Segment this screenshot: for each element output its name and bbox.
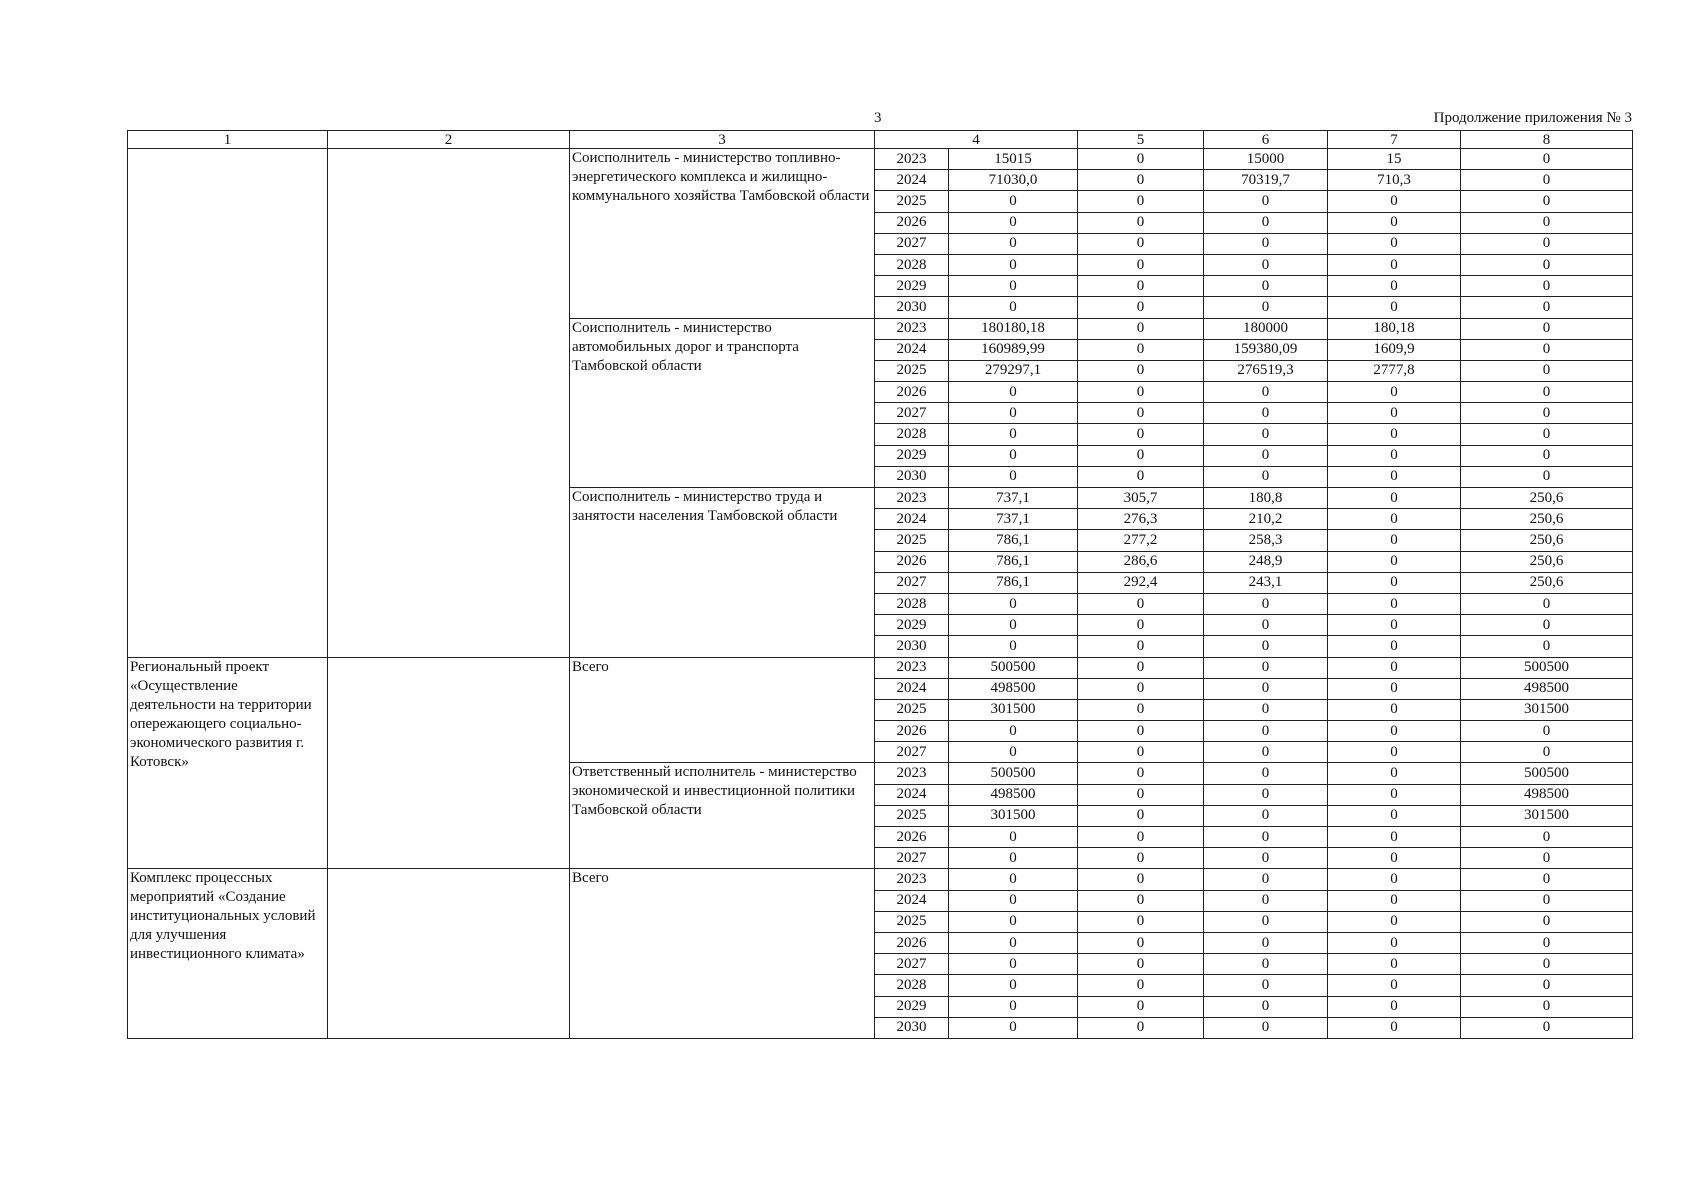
total-cell: 0 <box>949 1017 1078 1038</box>
col6-cell: 0 <box>1204 848 1328 869</box>
col5-cell: 0 <box>1078 721 1204 742</box>
col5-cell: 0 <box>1078 657 1204 678</box>
col6-cell: 180,8 <box>1204 488 1328 509</box>
total-cell: 0 <box>949 615 1078 636</box>
total-cell: 500500 <box>949 657 1078 678</box>
col5-cell: 0 <box>1078 954 1204 975</box>
col7-cell: 0 <box>1328 297 1461 318</box>
col6-cell: 0 <box>1204 445 1328 466</box>
col7-cell: 0 <box>1328 254 1461 275</box>
year-cell: 2030 <box>875 466 949 487</box>
table-row <box>128 869 1633 890</box>
col5-cell: 0 <box>1078 297 1204 318</box>
column-2-cell <box>328 657 570 869</box>
header-cell-4: 4 <box>875 131 1078 149</box>
column-2-cell <box>328 869 570 1039</box>
year-cell: 2024 <box>875 509 949 530</box>
col5-cell: 305,7 <box>1078 488 1204 509</box>
col8-cell: 0 <box>1461 593 1633 614</box>
year-cell: 2026 <box>875 551 949 572</box>
header-cell-5: 5 <box>1078 131 1204 149</box>
year-cell: 2028 <box>875 975 949 996</box>
col7-cell: 0 <box>1328 276 1461 297</box>
total-cell: 786,1 <box>949 572 1078 593</box>
header-cell-7: 7 <box>1328 131 1461 149</box>
col6-cell: 0 <box>1204 424 1328 445</box>
col5-cell: 0 <box>1078 191 1204 212</box>
col8-cell: 0 <box>1461 212 1633 233</box>
total-cell: 737,1 <box>949 509 1078 530</box>
year-cell: 2027 <box>875 848 949 869</box>
year-cell: 2029 <box>875 276 949 297</box>
executor-cell: Соисполнитель - министерство труда и занятости населения Тамбовской области <box>570 488 875 658</box>
col6-cell: 0 <box>1204 763 1328 784</box>
total-cell: 0 <box>949 424 1078 445</box>
col7-cell: 0 <box>1328 593 1461 614</box>
header-row <box>128 131 1633 149</box>
total-cell: 0 <box>949 954 1078 975</box>
program-name-cell: Комплекс процессных мероприятий «Создание институциональных условий для улучшения инвестиционного климата» <box>128 869 328 1039</box>
col7-cell: 0 <box>1328 488 1461 509</box>
col6-cell: 0 <box>1204 742 1328 763</box>
total-cell: 0 <box>949 996 1078 1017</box>
col8-cell: 250,6 <box>1461 530 1633 551</box>
col8-cell: 0 <box>1461 149 1633 170</box>
executor-cell: Всего <box>570 657 875 763</box>
col7-cell: 1609,9 <box>1328 339 1461 360</box>
col6-cell: 0 <box>1204 254 1328 275</box>
col6-cell: 0 <box>1204 1017 1328 1038</box>
executor-cell: Всего <box>570 869 875 1039</box>
col7-cell: 0 <box>1328 403 1461 424</box>
col7-cell: 2777,8 <box>1328 360 1461 381</box>
year-cell: 2026 <box>875 721 949 742</box>
col5-cell: 0 <box>1078 827 1204 848</box>
col7-cell: 0 <box>1328 954 1461 975</box>
col6-cell: 0 <box>1204 678 1328 699</box>
col6-cell: 210,2 <box>1204 509 1328 530</box>
total-cell: 0 <box>949 911 1078 932</box>
budget-table <box>127 130 1633 1039</box>
col6-cell: 0 <box>1204 593 1328 614</box>
col6-cell: 0 <box>1204 784 1328 805</box>
program-name-cell <box>128 149 328 658</box>
col5-cell: 0 <box>1078 466 1204 487</box>
col5-cell: 0 <box>1078 615 1204 636</box>
year-cell: 2028 <box>875 593 949 614</box>
year-cell: 2026 <box>875 382 949 403</box>
total-cell: 0 <box>949 254 1078 275</box>
col8-cell: 0 <box>1461 339 1633 360</box>
col8-cell: 0 <box>1461 869 1633 890</box>
total-cell: 0 <box>949 932 1078 953</box>
table-row <box>128 149 1633 170</box>
executor-cell: Соисполнитель - министерство топливно-энергетического комплекса и жилищно-коммунального хозяйства Тамбовской области <box>570 149 875 319</box>
column-2-cell <box>328 149 570 658</box>
col8-cell: 0 <box>1461 191 1633 212</box>
col6-cell: 276519,3 <box>1204 360 1328 381</box>
col8-cell: 250,6 <box>1461 551 1633 572</box>
col8-cell: 0 <box>1461 445 1633 466</box>
col5-cell: 0 <box>1078 254 1204 275</box>
year-cell: 2026 <box>875 827 949 848</box>
col7-cell: 0 <box>1328 233 1461 254</box>
col7-cell: 0 <box>1328 805 1461 826</box>
total-cell: 0 <box>949 636 1078 657</box>
col7-cell: 0 <box>1328 932 1461 953</box>
executor-cell: Соисполнитель - министерство автомобильных дорог и транспорта Тамбовской области <box>570 318 875 488</box>
total-cell: 0 <box>949 466 1078 487</box>
col8-cell: 0 <box>1461 1017 1633 1038</box>
year-cell: 2029 <box>875 615 949 636</box>
year-cell: 2026 <box>875 212 949 233</box>
col6-cell: 243,1 <box>1204 572 1328 593</box>
col8-cell: 0 <box>1461 996 1633 1017</box>
year-cell: 2023 <box>875 488 949 509</box>
col5-cell: 0 <box>1078 763 1204 784</box>
col8-cell: 498500 <box>1461 678 1633 699</box>
col7-cell: 0 <box>1328 1017 1461 1038</box>
total-cell: 301500 <box>949 805 1078 826</box>
col6-cell: 0 <box>1204 191 1328 212</box>
year-cell: 2026 <box>875 932 949 953</box>
year-cell: 2025 <box>875 911 949 932</box>
col8-cell: 498500 <box>1461 784 1633 805</box>
col8-cell: 0 <box>1461 382 1633 403</box>
year-cell: 2024 <box>875 170 949 191</box>
col8-cell: 301500 <box>1461 699 1633 720</box>
col8-cell: 500500 <box>1461 763 1633 784</box>
col8-cell: 0 <box>1461 954 1633 975</box>
col7-cell: 0 <box>1328 212 1461 233</box>
year-cell: 2023 <box>875 657 949 678</box>
year-cell: 2027 <box>875 233 949 254</box>
year-cell: 2030 <box>875 297 949 318</box>
col6-cell: 180000 <box>1204 318 1328 339</box>
col7-cell: 180,18 <box>1328 318 1461 339</box>
col5-cell: 0 <box>1078 360 1204 381</box>
year-cell: 2030 <box>875 1017 949 1038</box>
col5-cell: 0 <box>1078 932 1204 953</box>
col5-cell: 0 <box>1078 996 1204 1017</box>
col8-cell: 250,6 <box>1461 572 1633 593</box>
year-cell: 2027 <box>875 742 949 763</box>
col5-cell: 0 <box>1078 975 1204 996</box>
col7-cell: 0 <box>1328 191 1461 212</box>
total-cell: 0 <box>949 233 1078 254</box>
col6-cell: 0 <box>1204 805 1328 826</box>
col7-cell: 0 <box>1328 848 1461 869</box>
col5-cell: 0 <box>1078 869 1204 890</box>
col7-cell: 0 <box>1328 742 1461 763</box>
total-cell: 279297,1 <box>949 360 1078 381</box>
col6-cell: 0 <box>1204 890 1328 911</box>
col7-cell: 0 <box>1328 975 1461 996</box>
col5-cell: 0 <box>1078 445 1204 466</box>
col7-cell: 0 <box>1328 911 1461 932</box>
col8-cell: 0 <box>1461 233 1633 254</box>
total-cell: 180180,18 <box>949 318 1078 339</box>
col5-cell: 292,4 <box>1078 572 1204 593</box>
col7-cell: 0 <box>1328 551 1461 572</box>
col5-cell: 0 <box>1078 149 1204 170</box>
total-cell: 0 <box>949 212 1078 233</box>
col5-cell: 0 <box>1078 276 1204 297</box>
total-cell: 0 <box>949 593 1078 614</box>
col5-cell: 0 <box>1078 318 1204 339</box>
col8-cell: 0 <box>1461 466 1633 487</box>
col7-cell: 0 <box>1328 996 1461 1017</box>
col8-cell: 0 <box>1461 636 1633 657</box>
total-cell: 0 <box>949 975 1078 996</box>
col5-cell: 286,6 <box>1078 551 1204 572</box>
year-cell: 2025 <box>875 805 949 826</box>
col7-cell: 0 <box>1328 572 1461 593</box>
col6-cell: 0 <box>1204 403 1328 424</box>
col7-cell: 0 <box>1328 890 1461 911</box>
total-cell: 71030,0 <box>949 170 1078 191</box>
col6-cell: 0 <box>1204 699 1328 720</box>
col6-cell: 0 <box>1204 466 1328 487</box>
col7-cell: 0 <box>1328 509 1461 530</box>
header-cell-2: 2 <box>328 131 570 149</box>
year-cell: 2025 <box>875 360 949 381</box>
year-cell: 2027 <box>875 572 949 593</box>
table-body <box>128 149 1633 1039</box>
col7-cell: 0 <box>1328 636 1461 657</box>
col8-cell: 0 <box>1461 276 1633 297</box>
year-cell: 2023 <box>875 318 949 339</box>
total-cell: 0 <box>949 721 1078 742</box>
total-cell: 0 <box>949 827 1078 848</box>
col6-cell: 0 <box>1204 827 1328 848</box>
total-cell: 737,1 <box>949 488 1078 509</box>
col7-cell: 0 <box>1328 721 1461 742</box>
col5-cell: 0 <box>1078 424 1204 445</box>
col7-cell: 0 <box>1328 763 1461 784</box>
col7-cell: 0 <box>1328 530 1461 551</box>
col7-cell: 0 <box>1328 827 1461 848</box>
col7-cell: 0 <box>1328 445 1461 466</box>
col5-cell: 0 <box>1078 403 1204 424</box>
program-name-cell: Региональный проект «Осуществление деятельности на территории опережающего социально-экономического развития г. Котовск» <box>128 657 328 869</box>
total-cell: 0 <box>949 297 1078 318</box>
col8-cell: 0 <box>1461 170 1633 191</box>
total-cell: 0 <box>949 403 1078 424</box>
col5-cell: 0 <box>1078 678 1204 699</box>
col6-cell: 0 <box>1204 869 1328 890</box>
col8-cell: 0 <box>1461 360 1633 381</box>
col6-cell: 0 <box>1204 212 1328 233</box>
header-cell-1: 1 <box>128 131 328 149</box>
col7-cell: 0 <box>1328 784 1461 805</box>
col7-cell: 710,3 <box>1328 170 1461 191</box>
col6-cell: 0 <box>1204 657 1328 678</box>
col5-cell: 0 <box>1078 339 1204 360</box>
col8-cell: 0 <box>1461 911 1633 932</box>
col6-cell: 70319,7 <box>1204 170 1328 191</box>
col6-cell: 0 <box>1204 932 1328 953</box>
year-cell: 2028 <box>875 424 949 445</box>
col8-cell: 0 <box>1461 890 1633 911</box>
col6-cell: 0 <box>1204 297 1328 318</box>
total-cell: 0 <box>949 742 1078 763</box>
year-cell: 2027 <box>875 403 949 424</box>
total-cell: 0 <box>949 869 1078 890</box>
year-cell: 2024 <box>875 784 949 805</box>
col6-cell: 248,9 <box>1204 551 1328 572</box>
col8-cell: 250,6 <box>1461 488 1633 509</box>
col8-cell: 301500 <box>1461 805 1633 826</box>
col5-cell: 0 <box>1078 699 1204 720</box>
total-cell: 500500 <box>949 763 1078 784</box>
col8-cell: 0 <box>1461 827 1633 848</box>
col8-cell: 0 <box>1461 403 1633 424</box>
col5-cell: 276,3 <box>1078 509 1204 530</box>
header-cell-3: 3 <box>570 131 875 149</box>
col7-cell: 0 <box>1328 382 1461 403</box>
col8-cell: 0 <box>1461 254 1633 275</box>
total-cell: 0 <box>949 848 1078 869</box>
total-cell: 15015 <box>949 149 1078 170</box>
year-cell: 2023 <box>875 869 949 890</box>
col5-cell: 0 <box>1078 170 1204 191</box>
col5-cell: 0 <box>1078 848 1204 869</box>
col8-cell: 0 <box>1461 848 1633 869</box>
executor-cell: Ответственный исполнитель - министерство экономической и инвестиционной политики Тамбовской области <box>570 763 875 869</box>
year-cell: 2029 <box>875 996 949 1017</box>
col5-cell: 0 <box>1078 742 1204 763</box>
total-cell: 160989,99 <box>949 339 1078 360</box>
col6-cell: 15000 <box>1204 149 1328 170</box>
year-cell: 2025 <box>875 530 949 551</box>
year-cell: 2028 <box>875 254 949 275</box>
year-cell: 2023 <box>875 763 949 784</box>
col5-cell: 0 <box>1078 1017 1204 1038</box>
col5-cell: 0 <box>1078 212 1204 233</box>
total-cell: 786,1 <box>949 530 1078 551</box>
year-cell: 2030 <box>875 636 949 657</box>
total-cell: 786,1 <box>949 551 1078 572</box>
col8-cell: 0 <box>1461 615 1633 636</box>
col7-cell: 0 <box>1328 615 1461 636</box>
col7-cell: 15 <box>1328 149 1461 170</box>
col7-cell: 0 <box>1328 657 1461 678</box>
total-cell: 0 <box>949 191 1078 212</box>
col7-cell: 0 <box>1328 869 1461 890</box>
table-row <box>128 657 1633 678</box>
col5-cell: 0 <box>1078 805 1204 826</box>
total-cell: 301500 <box>949 699 1078 720</box>
col6-cell: 0 <box>1204 276 1328 297</box>
col5-cell: 0 <box>1078 233 1204 254</box>
year-cell: 2024 <box>875 890 949 911</box>
col8-cell: 0 <box>1461 721 1633 742</box>
col5-cell: 277,2 <box>1078 530 1204 551</box>
year-cell: 2024 <box>875 678 949 699</box>
col5-cell: 0 <box>1078 784 1204 805</box>
total-cell: 0 <box>949 382 1078 403</box>
col6-cell: 0 <box>1204 911 1328 932</box>
header-cell-8: 8 <box>1461 131 1633 149</box>
page-number: 3 <box>874 110 882 126</box>
col8-cell: 0 <box>1461 318 1633 339</box>
col5-cell: 0 <box>1078 382 1204 403</box>
col6-cell: 0 <box>1204 615 1328 636</box>
continuation-label: Продолжение приложения № 3 <box>1433 110 1632 126</box>
col6-cell: 0 <box>1204 721 1328 742</box>
total-cell: 0 <box>949 445 1078 466</box>
year-cell: 2023 <box>875 149 949 170</box>
col5-cell: 0 <box>1078 636 1204 657</box>
total-cell: 0 <box>949 276 1078 297</box>
year-cell: 2029 <box>875 445 949 466</box>
col8-cell: 0 <box>1461 932 1633 953</box>
year-cell: 2027 <box>875 954 949 975</box>
col6-cell: 258,3 <box>1204 530 1328 551</box>
year-cell: 2025 <box>875 699 949 720</box>
total-cell: 498500 <box>949 784 1078 805</box>
header-cell-6: 6 <box>1204 131 1328 149</box>
year-cell: 2025 <box>875 191 949 212</box>
col6-cell: 0 <box>1204 975 1328 996</box>
col8-cell: 0 <box>1461 297 1633 318</box>
col7-cell: 0 <box>1328 699 1461 720</box>
col5-cell: 0 <box>1078 593 1204 614</box>
col8-cell: 0 <box>1461 975 1633 996</box>
col8-cell: 0 <box>1461 742 1633 763</box>
col5-cell: 0 <box>1078 890 1204 911</box>
col7-cell: 0 <box>1328 466 1461 487</box>
col6-cell: 0 <box>1204 954 1328 975</box>
col6-cell: 0 <box>1204 996 1328 1017</box>
col8-cell: 500500 <box>1461 657 1633 678</box>
col7-cell: 0 <box>1328 424 1461 445</box>
col8-cell: 250,6 <box>1461 509 1633 530</box>
col6-cell: 0 <box>1204 636 1328 657</box>
year-cell: 2024 <box>875 339 949 360</box>
col7-cell: 0 <box>1328 678 1461 699</box>
col8-cell: 0 <box>1461 424 1633 445</box>
col5-cell: 0 <box>1078 911 1204 932</box>
total-cell: 0 <box>949 890 1078 911</box>
col6-cell: 0 <box>1204 233 1328 254</box>
col6-cell: 159380,09 <box>1204 339 1328 360</box>
total-cell: 498500 <box>949 678 1078 699</box>
col6-cell: 0 <box>1204 382 1328 403</box>
